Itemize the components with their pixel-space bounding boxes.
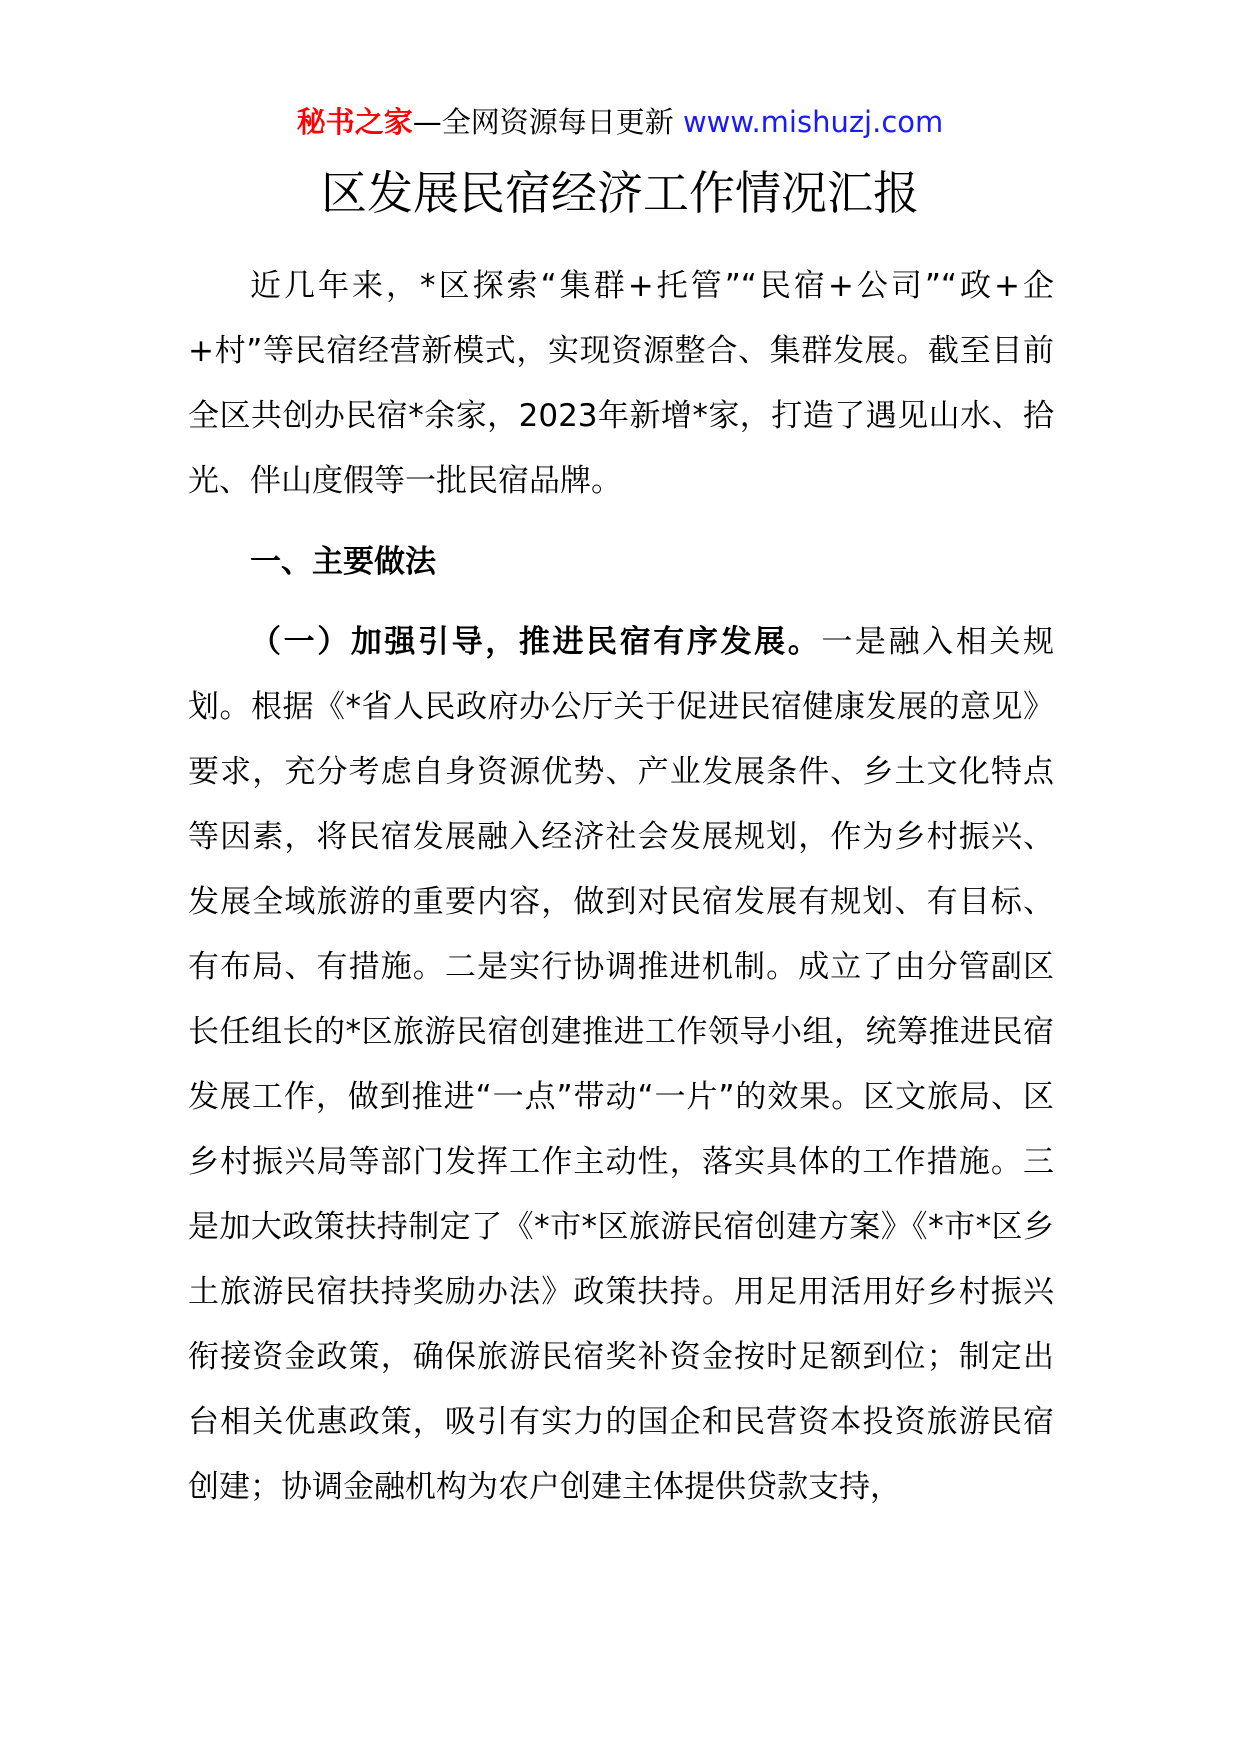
- source-banner: [0, 100, 1240, 144]
- document-title: 区发展民宿经济工作情况汇报: [321, 166, 919, 220]
- intro-paragraph: 近几年来，*区探索“集群+托管”“民宿+公司”“政+企+村”等民宿经营新模式，实现资源整合、集群发展。截至目前全区共创办民宿*余家，2023年新增*家，打造了遇见山水、拾光、伴山度假等一批民宿品牌。: [188, 268, 1054, 499]
- site-url-link[interactable]: www.mishuzj.com: [682, 105, 944, 139]
- section-heading: 一、主要做法: [250, 544, 436, 580]
- brand-name: 秘书之家: [296, 105, 413, 139]
- banner-tagline: —全网资源每日更新: [412, 105, 674, 139]
- paragraph-body-text: 一是融入相关规划。根据《*省人民政府办公厅关于促进民宿健康发展的意见》要求，充分考虑自身资源优势、产业发展条件、乡土文化特点等因素，将民宿发展融入经济社会发展规划，作为乡村振兴、发展全域旅游的重要内容，做到对民宿发展有规划、有目标、有布局、有措施。二是实行协调推进机制。成立了由分管副区长任组长的*区旅游民宿创建推进工作领导小组，统筹推进民宿发展工作，做到推进“一点”带动“一片”的效果。区文旅局、区乡村振兴局等部门发挥工作主动性，落实具体的工作措施。三是加大政策扶持制定了《*市*区旅游民宿创建方案》《*市*区乡土旅游民宿扶持奖励办法》政策扶持。用足用活用好乡村振兴衔接资金政策，确保旅游民宿奖补资金按时足额到位；制定出台相关优惠政策，吸引有实力的国企和民营资本投资旅游民宿创建；协调金融机构为农户创建主体提供贷款支持，: [188, 624, 1055, 1505]
- section-paragraph: [188, 610, 1054, 1520]
- paragraph-lead-heading: （一）加强引导，推进民宿有序发展。: [250, 624, 822, 660]
